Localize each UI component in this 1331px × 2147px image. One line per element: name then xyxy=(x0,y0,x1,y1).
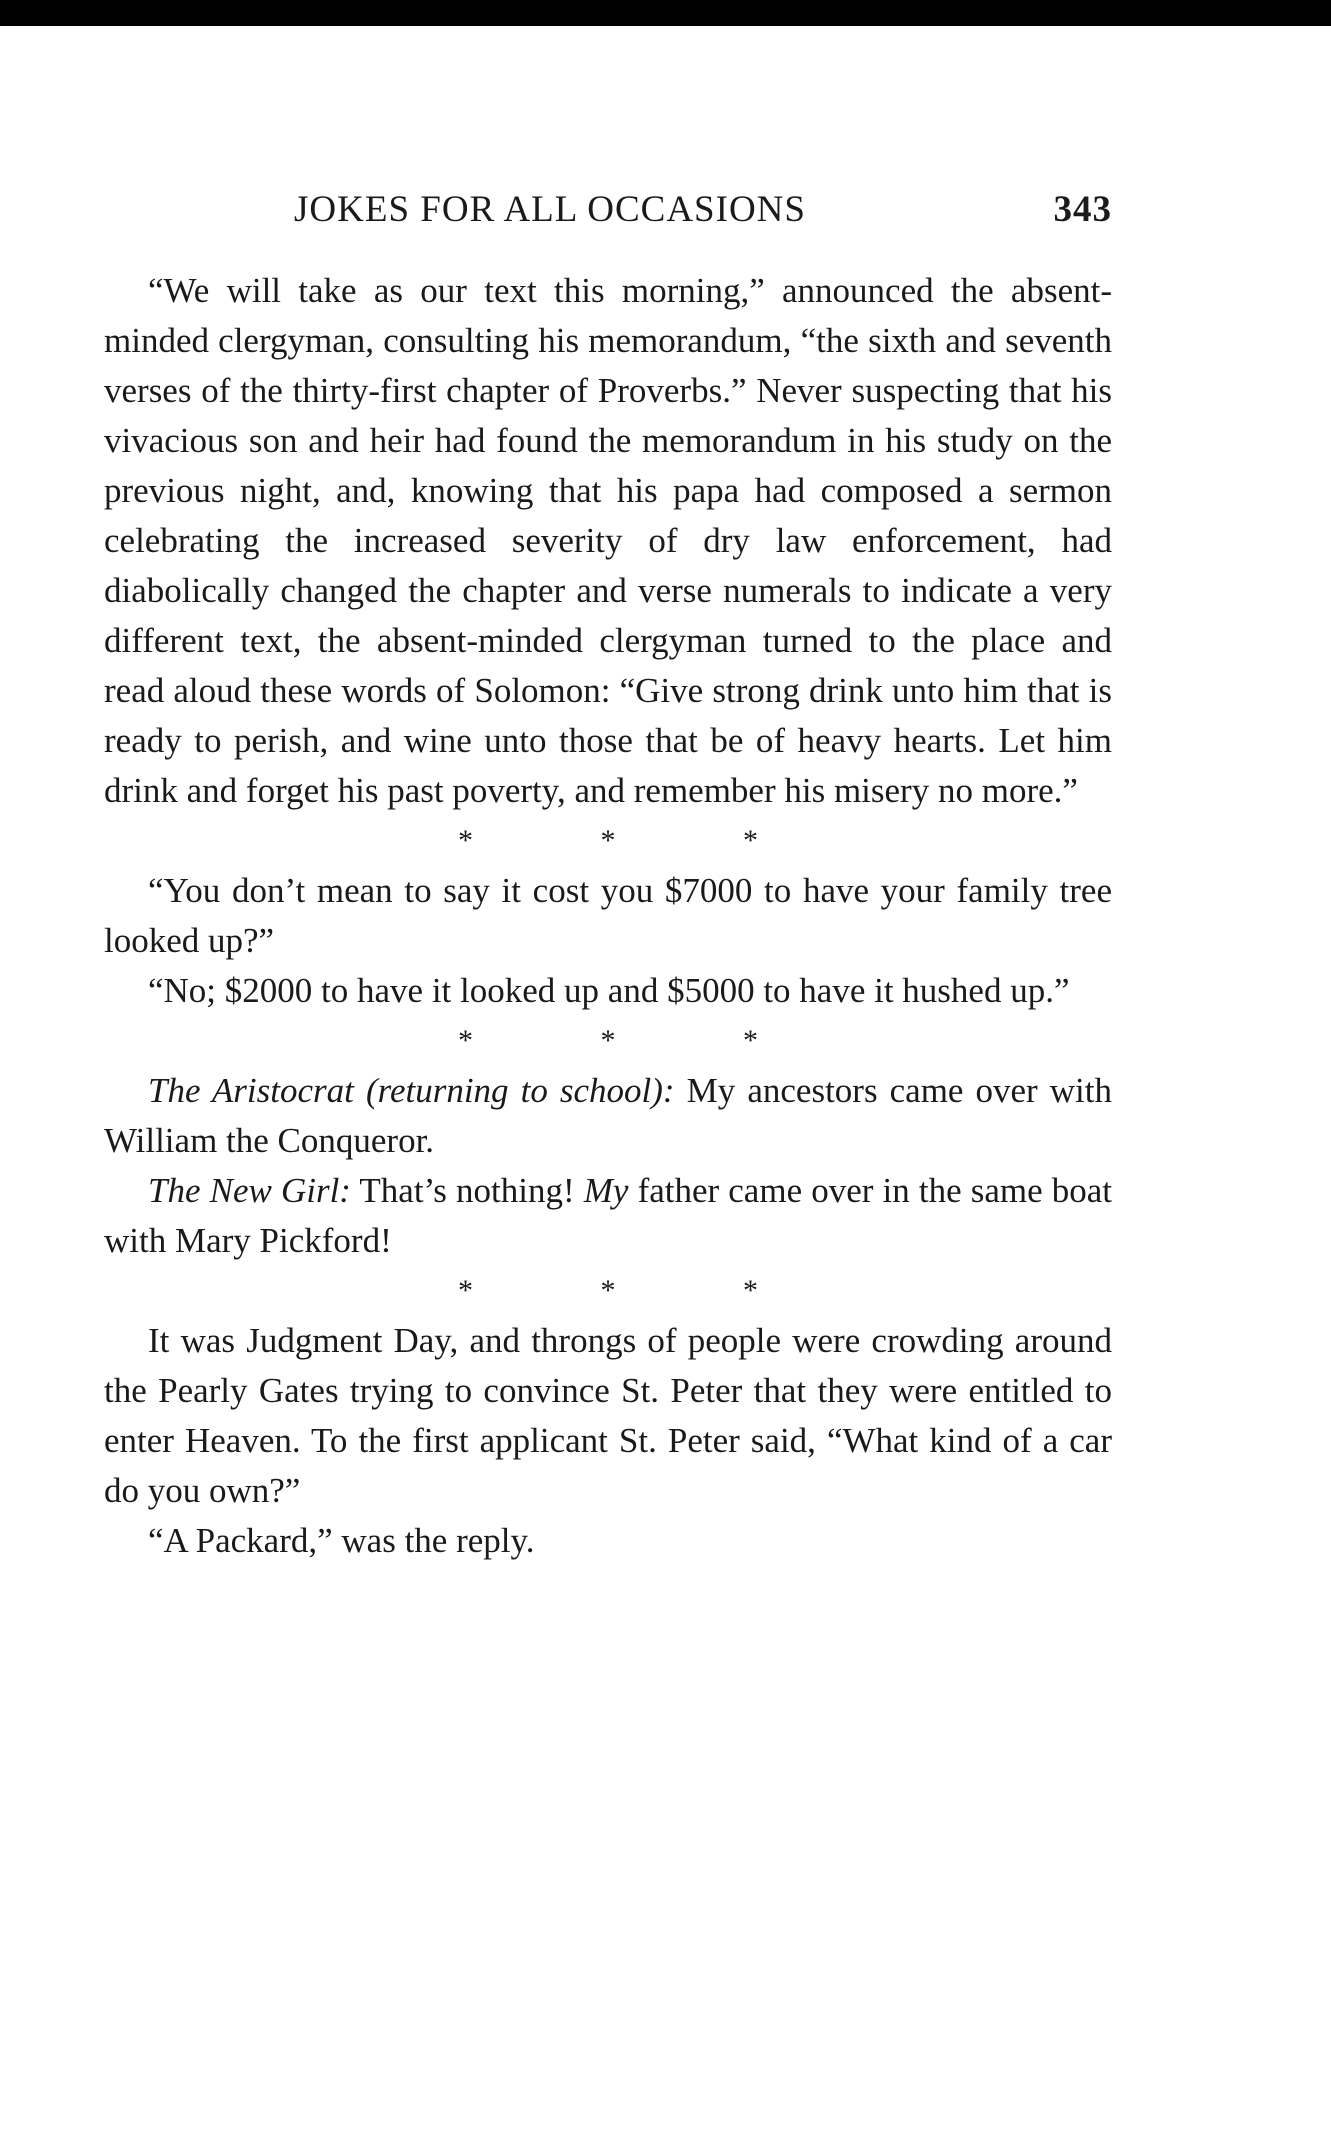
joke-judgment-day-paragraph: It was Judgment Day, and throngs of people were crowding around the Pearly Gates trying to convince St. Peter that they were entitled to enter Heaven. To the first applicant St. Peter said, “What kind of a car do you own?” xyxy=(104,1321,1112,1510)
joke-family-tree-question: “You don’t mean to say it cost you $7000 to have your family tree looked up?” xyxy=(104,871,1112,960)
section-separator: * * * xyxy=(458,1274,818,1307)
section-separator: * * * xyxy=(458,824,818,857)
emphasis-my: My xyxy=(583,1171,629,1210)
joke-aristocrat-line xyxy=(104,1066,1112,1166)
speaker-aristocrat: The Aristocrat xyxy=(148,1071,354,1110)
joke-family-tree-answer: “No; $2000 to have it looked up and $5000 to have it hushed up.” xyxy=(148,971,1070,1010)
new-girl-dialogue-end: father came over in the same boat with Mary Pickford! xyxy=(104,1171,1112,1260)
page-number: 343 xyxy=(1053,189,1112,230)
page-body xyxy=(104,266,1112,1566)
joke-clergyman-paragraph: “We will take as our text this morning,” announced the absent-minded clergyman, consulting his memorandum, “the sixth and seventh verses of the thirty-first chapter of Proverbs.” Never suspecting that his vivacious son and heir had found the memorandum in his study on the previous night, and, knowing that his papa had composed a sermon celebrating the increased severity of dry law enforcement, had diabolically changed the chapter and verse numerals to indicate a very different text, the absent-minded clergyman turned to the place and read aloud these words of Solomon: “Give strong drink unto him that is ready to perish, and wine unto those that be of heavy hearts. Let him drink and forget his past poverty, and remember his misery no more.” xyxy=(104,271,1112,810)
running-head-title: JOKES FOR ALL OCCASIONS xyxy=(294,189,806,230)
running-head xyxy=(104,180,1112,240)
aristocrat-dialogue: My ancestors came over with William the Conqueror. xyxy=(104,1071,1113,1160)
speaker-new-girl: The New Girl: xyxy=(148,1171,351,1210)
book-page xyxy=(104,180,1112,1566)
stage-direction: (returning to school): xyxy=(365,1071,675,1110)
scan-top-border xyxy=(0,0,1331,26)
new-girl-dialogue-start: That’s nothing! xyxy=(350,1171,584,1210)
joke-new-girl-line xyxy=(104,1166,1112,1266)
section-separator: * * * xyxy=(458,1024,818,1057)
joke-judgment-day-reply: “A Packard,” was the reply. xyxy=(148,1521,535,1560)
